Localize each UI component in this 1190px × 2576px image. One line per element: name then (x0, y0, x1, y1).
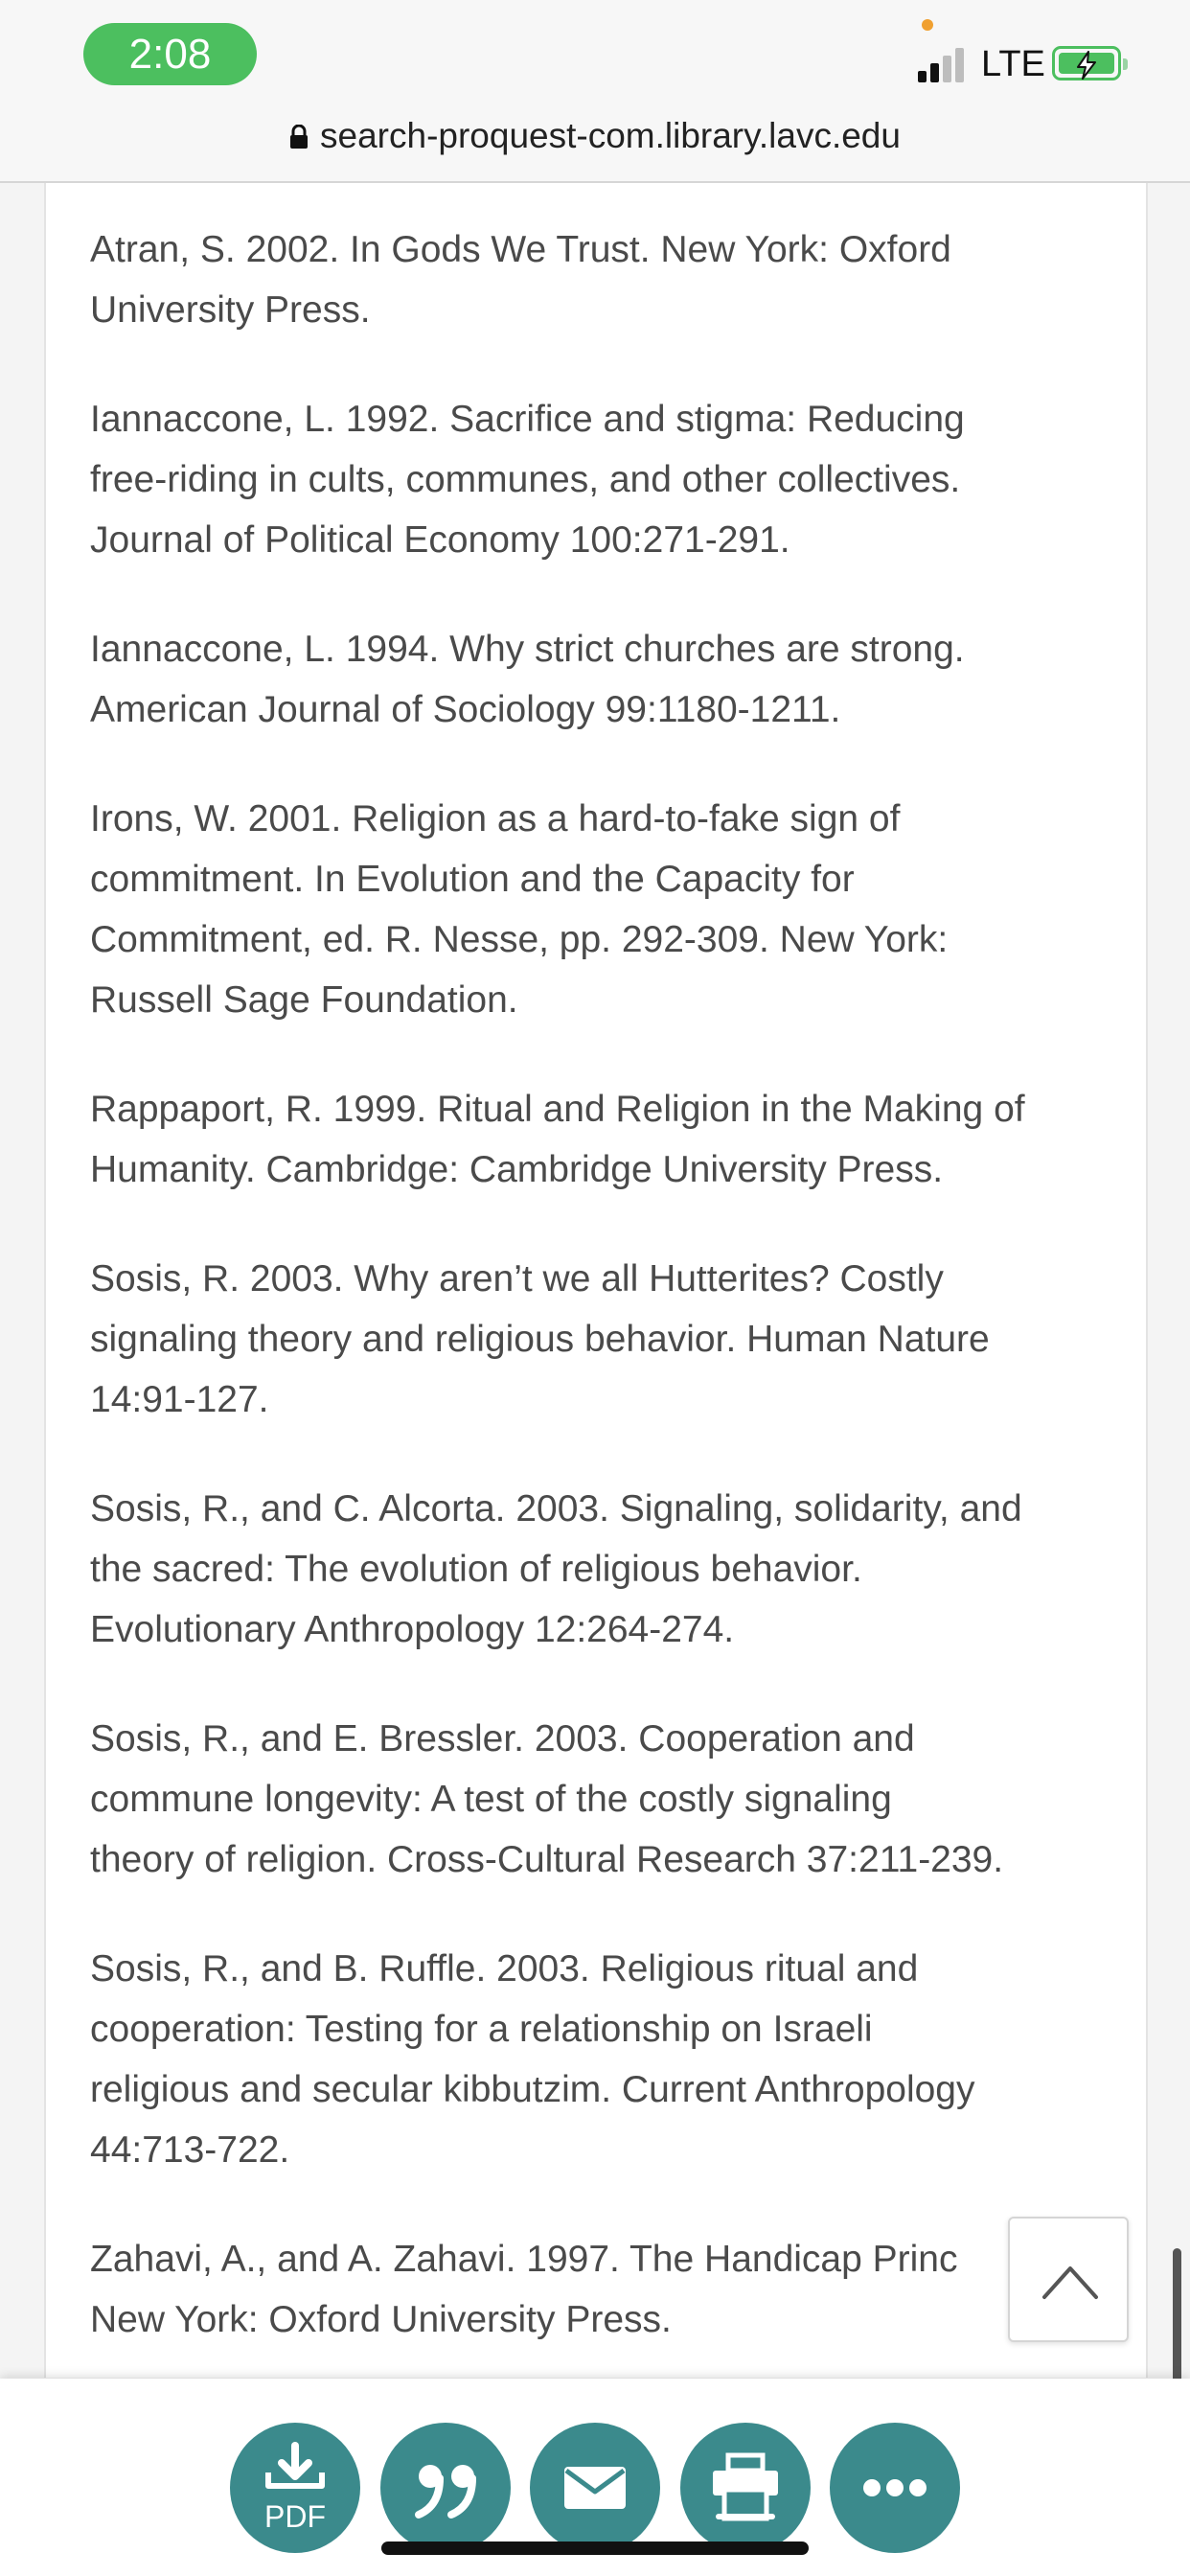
reference-line: theory of religion. Cross-Cultural Research 37:211-239. (90, 1839, 1004, 1880)
reference-line: Sosis, R., and E. Bressler. 2003. Cooperation and (90, 1718, 915, 1760)
reference-item (90, 789, 1125, 1030)
reference-line: Sosis, R., and B. Ruffle. 2003. Religious ritual and (90, 1948, 919, 1990)
email-button[interactable] (530, 2423, 660, 2553)
reference-line: Sosis, R., and C. Alcorta. 2003. Signaling, solidarity, and (90, 1488, 1022, 1530)
reference-item (90, 1709, 1125, 1890)
printer-icon (680, 2423, 811, 2553)
reference-line: Zahavi, A., and A. Zahavi. 1997. The Handicap Princ (90, 2239, 958, 2280)
mic-indicator-dot (922, 19, 933, 31)
reference-line: Evolutionary Anthropology 12:264-274. (90, 1609, 735, 1650)
reference-line: 14:91-127. (90, 1379, 269, 1420)
reference-item (90, 619, 1125, 740)
reference-item (90, 1249, 1125, 1430)
home-indicator[interactable] (381, 2542, 809, 2555)
cite-button[interactable] (380, 2423, 511, 2553)
reference-item (90, 219, 1125, 340)
reference-line: Humanity. Cambridge: Cambridge University Press. (90, 1149, 944, 1190)
reference-line: free-riding in cults, communes, and other collectives. (90, 459, 961, 500)
reference-line: Iannaccone, L. 1994. Why strict churches are strong. (90, 629, 965, 670)
reference-line: commitment. In Evolution and the Capacity for (90, 859, 855, 900)
lock-icon (289, 113, 309, 163)
reference-line: religious and secular kibbutzim. Current Anthropology (90, 2069, 975, 2110)
reference-item (90, 389, 1125, 570)
ellipsis-icon (830, 2423, 960, 2553)
chevron-up-icon (1041, 2259, 1100, 2303)
article-content (44, 183, 1148, 2378)
reference-line: 44:713-722. (90, 2129, 290, 2171)
reference-line: Sosis, R. 2003. Why aren’t we all Hutterites? Costly (90, 1258, 944, 1300)
reference-line: Journal of Political Economy 100:271-291. (90, 519, 790, 561)
download-pdf-button[interactable] (230, 2423, 360, 2553)
quote-icon (380, 2423, 511, 2553)
more-options-button[interactable] (830, 2423, 960, 2553)
signal-strength-icon (918, 46, 970, 82)
reference-line: Commitment, ed. R. Nesse, pp. 292-309. New York: (90, 919, 949, 960)
reference-line: Iannaccone, L. 1992. Sacrifice and stigma: Reducing (90, 399, 965, 440)
reference-line: Russell Sage Foundation. (90, 979, 518, 1021)
scrollbar-thumb[interactable] (1173, 2248, 1181, 2400)
network-type-label: LTE (981, 44, 1045, 84)
reference-line: cooperation: Testing for a relationship on Israeli (90, 2009, 873, 2050)
address-bar[interactable] (0, 111, 1190, 161)
reference-item (90, 1079, 1125, 1200)
scroll-to-top-button[interactable] (1008, 2217, 1129, 2342)
reference-line: Atran, S. 2002. In Gods We Trust. New York: Oxford (90, 229, 951, 270)
reference-item (90, 1479, 1125, 1660)
url-text: search-proquest-com.library.lavc.edu (320, 116, 901, 155)
reference-line: University Press. (90, 289, 371, 331)
print-button[interactable] (680, 2423, 811, 2553)
reference-line: Rappaport, R. 1999. Ritual and Religion in the Making of (90, 1089, 1025, 1130)
reference-line: New York: Oxford University Press. (90, 2299, 672, 2340)
reference-list (90, 219, 1125, 2378)
reference-line: Irons, W. 2001. Religion as a hard-to-fake sign of (90, 798, 901, 840)
reference-line: American Journal of Sociology 99:1180-1211. (90, 689, 841, 730)
battery-charging-icon (1052, 46, 1121, 80)
status-time: 2:08 (83, 23, 257, 85)
envelope-icon (530, 2423, 660, 2553)
reference-line: the sacred: The evolution of religious behavior. (90, 1549, 862, 1590)
reference-line: signaling theory and religious behavior. Human Nature (90, 1319, 990, 1360)
reference-item (90, 2229, 1125, 2350)
reference-item (90, 1939, 1125, 2180)
reference-line: commune longevity: A test of the costly signaling (90, 1779, 892, 1820)
top-bar (0, 0, 1190, 183)
pdf-label: PDF (264, 2499, 326, 2534)
